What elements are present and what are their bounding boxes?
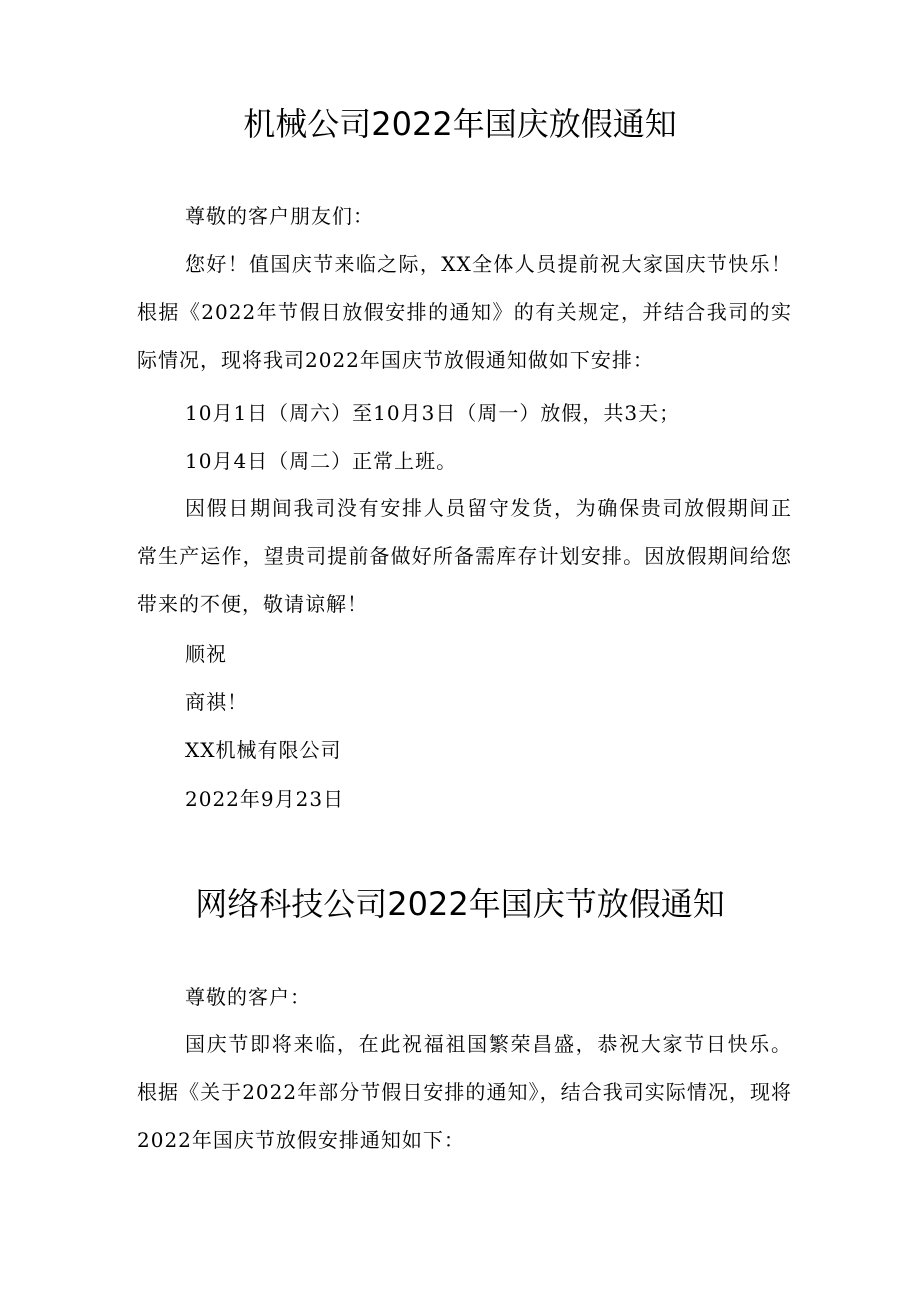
notice-2-salutation: 尊敬的客户： xyxy=(185,985,311,1009)
notice-1-signature: XX机械有限公司 xyxy=(185,738,342,762)
notice-1-date: 2022年9月23日 xyxy=(185,787,345,811)
notice-1-title: 机械公司2022年国庆放假通知 xyxy=(243,105,677,143)
notice-1-paragraph-1: 您好！值国庆节来临之际，XX全体人员提前祝大家国庆节快乐！根据《2022年节假日放假安排的通知》的有关规定，并结合我司的实际情况，现将我司2022年国庆节放假通知做如下安排： xyxy=(137,252,792,372)
notice-1-paragraph-2: 因假日期间我司没有安排人员留守发货，为确保贵司放假期间正常生产运作，望贵司提前备做好所备需库存计划安排。因放假期间给您带来的不便，敬请谅解！ xyxy=(137,496,792,616)
notice-2-paragraph-1: 国庆节即将来临，在此祝福祖国繁荣昌盛，恭祝大家节日快乐。根据《关于2022年部分节假日安排的通知》，结合我司实际情况，现将2022年国庆节放假安排通知如下： xyxy=(137,1032,792,1152)
notice-2-title: 网络科技公司2022年国庆节放假通知 xyxy=(195,885,725,923)
notice-1-closing-1: 顺祝 xyxy=(185,642,227,666)
notice-1-schedule-2: 10月4日（周二）正常上班。 xyxy=(185,449,458,473)
notice-1-salutation: 尊敬的客户朋友们： xyxy=(185,204,374,228)
notice-1-closing-2: 商祺！ xyxy=(185,690,248,714)
notice-1-schedule-1: 10月1日（周六）至10月3日（周一）放假，共3天； xyxy=(185,401,681,425)
